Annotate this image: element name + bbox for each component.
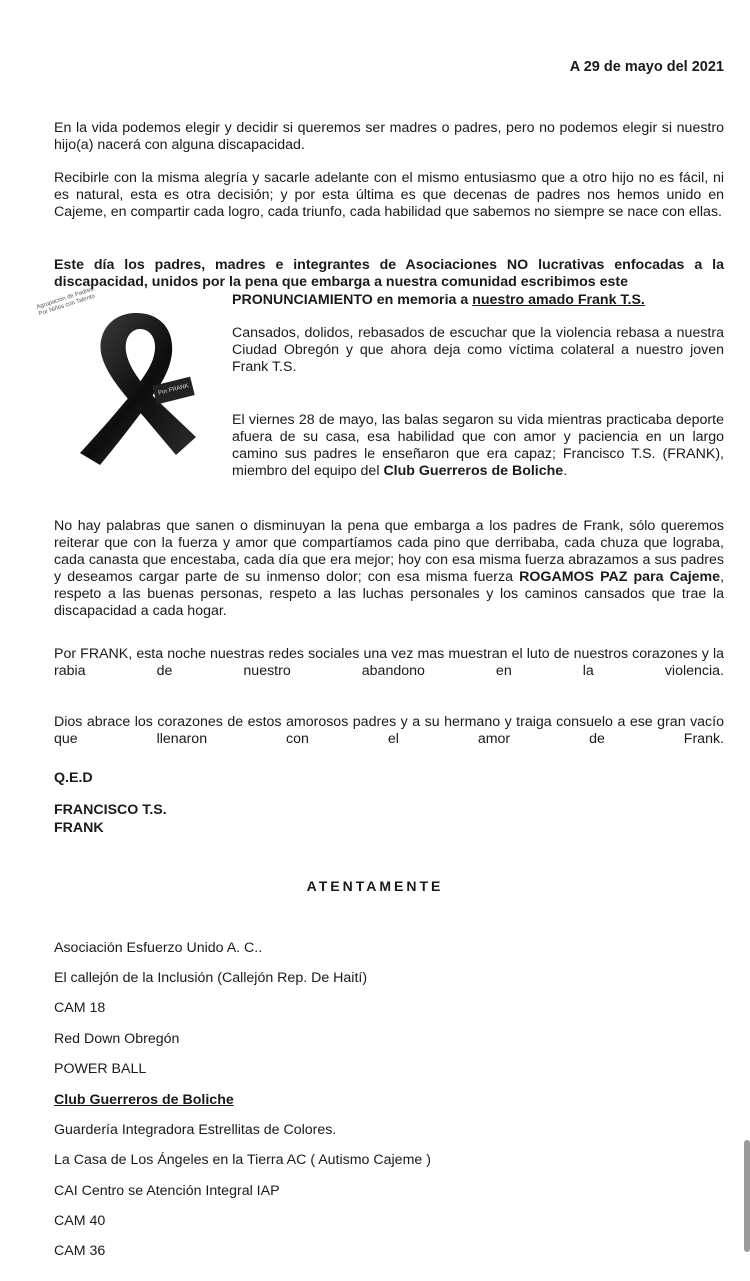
paragraph-pronouncement: [54, 257, 724, 291]
paragraph-tiredness: Cansados, dolidos, rebasados de escuchar que la violencia rebasa a nuestra Ciudad Obregón y que ahora deja como víctima colateral a nuestro joven Frank T.S.: [232, 325, 724, 375]
pronouncement-keyword: PRONUNCIAMIENTO en memoria a: [232, 292, 469, 308]
event-text: El viernes 28 de mayo, las balas segaron su vida mientras practicaba deporte afuera de su casa, esa habilidad que con amor y paciencia en un largo camino sus padres le enseñaron que era capaz; Francisco T.S. (FRANK), miembro del equipo del: [232, 412, 724, 479]
event-period: .: [563, 463, 568, 479]
org-item: CAM 40: [54, 1213, 106, 1229]
peace-plea: ROGAMOS PAZ para Cajeme: [519, 569, 721, 585]
org-item: CAM 18: [54, 1000, 106, 1016]
paragraph-decision: Recibirle con la misma alegría y sacarle adelante con el mismo entusiasmo que a otro hijo no es fácil, ni es natural, esta es otra decisión; y por esta última es que decenas de padres nos hemos unido en Cajeme, en compartir cada logro, cada triunfo, cada habilidad que sabemos no siempre se nace con ellas.: [54, 170, 724, 220]
org-item: Red Down Obregón: [54, 1031, 180, 1047]
black-ribbon-icon: [36, 305, 226, 470]
solidarity-end: , respeto a las buenas personas, respeto a las luchas personales y los caminos cansados que trae la discapacidad a cada hogar.: [54, 569, 725, 619]
signature-nickname: FRANK: [54, 820, 104, 836]
org-item: Guardería Integradora Estrellitas de Colores.: [54, 1122, 337, 1138]
mourning-ribbon: [36, 286, 226, 470]
paragraph-social: Por FRANK, esta noche nuestras redes sociales una vez mas muestran el luto de nuestros corazones y la rabia de nuestro abandono en la violencia.: [54, 646, 724, 679]
pronouncement-name: nuestro amado Frank T.S.: [472, 292, 645, 308]
paragraph-intro: En la vida podemos elegir y decidir si queremos ser madres o padres, pero no podemos elegir si nuestro hijo(a) nacerá con alguna discapacidad.: [54, 120, 724, 153]
document-date: A 29 de mayo del 2021: [569, 59, 724, 75]
solidarity-text: No hay palabras que sanen o disminuyan la pena que embarga a los padres de Frank, sólo queremos reiterar que con la fuerza y amor que compartíamos cada pino que derribaba, cada chuza que lograba, cada canasta que encestaba, cada día que era mejor; hoy con esa misma fuerza abrazamos a sus padres y deseamos cargar parte de su inmenso dolor; con esa misma fuerza: [54, 518, 724, 585]
paragraph-event: [232, 412, 724, 480]
org-item: CAI Centro se Atención Integral IAP: [54, 1183, 280, 1199]
ribbon-tag: Por FRANK: [152, 377, 195, 405]
org-item: La Casa de Los Ángeles en la Tierra AC ( Autismo Cajeme ): [54, 1152, 431, 1168]
club-name: Club Guerreros de Boliche: [383, 463, 564, 479]
pronouncement-line: [232, 292, 645, 309]
org-item-club: Club Guerreros de Boliche: [54, 1092, 234, 1108]
closing-heading: ATENTAMENTE: [306, 878, 444, 894]
paragraph-prayer: Dios abrace los corazones de estos amorosos padres y a su hermano y traiga consuelo a ese gran vacío que llenaron con el amor de Frank.: [54, 714, 724, 747]
qed: Q.E.D: [54, 770, 93, 786]
org-item: Asociación Esfuerzo Unido A. C..: [54, 940, 263, 956]
signature-name: FRANCISCO T.S.: [54, 802, 167, 818]
scrollbar-thumb[interactable]: [744, 1140, 750, 1252]
paragraph-solidarity: [54, 518, 724, 620]
org-item: CAM 36: [54, 1243, 106, 1259]
org-item: El callejón de la Inclusión (Callejón Rep. De Haití): [54, 970, 368, 986]
pronouncement-text: Este día los padres, madres e integrantes de Asociaciones NO lucrativas enfocadas a la discapacidad, unidos por la pena que embarga a nuestra comunidad escribimos este: [54, 257, 724, 290]
ribbon-caption: Agrupación de Padres Por Niños con Talento: [36, 286, 96, 318]
org-item: POWER BALL: [54, 1061, 147, 1077]
